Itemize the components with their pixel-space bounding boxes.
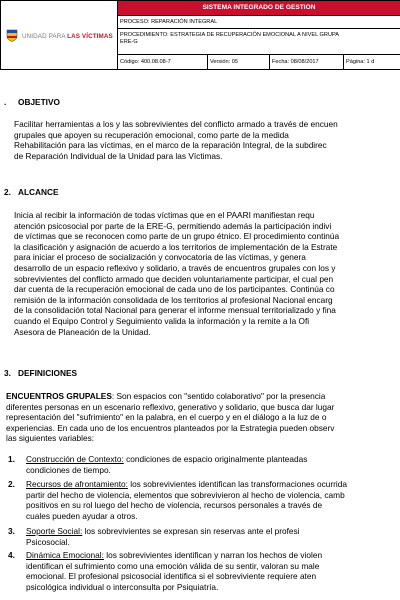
fecha-cell: Fecha: 08/08/2017 [270, 55, 344, 70]
item-term: Recursos de afrontamiento: [26, 479, 128, 489]
item-number: 3. [8, 526, 15, 536]
section-objetivo [0, 97, 400, 108]
codigo-cell: Código: 400.08.08-7 [118, 55, 208, 70]
pagina-cell: Página: 1 d [344, 55, 400, 70]
term-encuentros-grupales: ENCUENTROS GRUPALES [6, 391, 112, 401]
item-body [26, 479, 396, 521]
text-line: Facilitar herramientas a los y las sobrevivientes del conflicto armado a través de encuen [14, 119, 338, 129]
text-line [26, 526, 396, 537]
text-line: cuando el Equipo Control y Seguimiento valida la información y la remite a la Ofi [14, 315, 310, 326]
system-title: SISTEMA INTEGRADO DE GESTION [118, 1, 400, 16]
document-header [0, 0, 400, 70]
item-body [26, 550, 396, 592]
item-body [26, 526, 396, 547]
text-line: sobrevivientes del conflicto armado que deciden voluntariamente participar, el cual pen [14, 273, 334, 284]
text-line: condiciones de tiempo. [26, 464, 111, 475]
proceso-cell: PROCESO: REPARACIÓN INTEGRAL [118, 15, 400, 28]
item-body [26, 454, 396, 475]
text-line: Rehabilitación para las víctimas, en el marco de la reparación Integral, de la subdirec [14, 140, 327, 151]
text-line: Psicosocial. [26, 536, 70, 547]
section-title: OBJETIVO [18, 97, 60, 107]
section-heading-alcance [0, 187, 400, 198]
text-line: dar cuenta de la recuperación emocional de cada uno de los participantes. Continúa co [14, 284, 335, 295]
text-line: las siguientes variables: [6, 433, 95, 444]
logo-cell [0, 0, 118, 70]
section-definiciones [0, 368, 400, 379]
section-number: . [4, 97, 7, 107]
item-term: Soporte Social: [26, 526, 83, 536]
text-fragment: : Son espacios con "sentido colaborativo" por la presencia [111, 391, 326, 401]
item-number: 4. [8, 550, 15, 560]
text-fragment: condiciones de espacio originalmente planteadas [123, 454, 308, 464]
text-line: Inicia al recibir la información de todas víctimas que en el PAARI manifiestan requ [14, 210, 315, 220]
text-line: psicológica individual o interconsulta por Psiquiatría. [26, 581, 219, 592]
logo-text-unidad: UNIDAD PARA [22, 33, 68, 40]
text-line: de Reparación Individual de la Unidad para las Víctimas. [14, 150, 223, 161]
section-heading-objetivo [0, 97, 400, 108]
text-fragment: los sobrevivientes se expresan sin reservas ante el profesi [82, 526, 300, 536]
procedimiento-cell [118, 28, 400, 55]
section-alcance [0, 187, 400, 198]
text-line: remisión de la información consolidada de los territorios al profesional Nacional encarg [14, 294, 333, 305]
text-fragment: los sobrevivientes identifican y narran los hechos de violen [103, 550, 323, 560]
section-title: DEFINICIONES [18, 368, 78, 378]
text-line: de la consolidación total Nacional para generar el informe mensual territorializado y fina [14, 305, 336, 316]
text-line: de víctimas que se reconocen como parte de un grupo étnico. El procedimiento continúa [14, 231, 340, 242]
text-line: atención psicosocial por parte de la ERE-G, permitiendo además la participación indivi [14, 220, 332, 231]
alcance-paragraph [14, 210, 400, 337]
text-line: identifican el sufrimiento como una emoción válida de su sentir, valoran su male [26, 560, 320, 571]
procedimiento-line-1: PROCEDIMIENTO: ESTRATEGIA DE RECUPERACIÓN EMOCIONAL A NIVEL GRUPA [120, 31, 340, 38]
text-line: positivos en su rol luego del hecho de violencia, recursos personales a través de [26, 500, 323, 511]
text-line: grupales que apoyen su recuperación emocional, como parte de la medida [14, 129, 289, 140]
text-line: desarrollo de un espacio reflexivo y solidario, a través de encuentros grupales con los y [14, 262, 336, 273]
text-line: la clasificación y asignación de acuerdo a los territorios de implementación de la Estrate [14, 241, 338, 252]
text-line [26, 454, 396, 465]
text-line [26, 479, 396, 490]
header-table [117, 0, 400, 70]
logo-text [22, 33, 113, 40]
item-term: Construcción de Contexto: [26, 454, 124, 464]
definiciones-intro [6, 391, 400, 444]
text-line: representación del "sufrimiento" en la palabra, en el cuerpo y en el diálogo a la luz de o [6, 412, 327, 423]
objetivo-paragraph [14, 119, 400, 161]
colombia-coat-of-arms-icon [6, 28, 18, 42]
text-line: diferentes personas en un escenario reflexivo, generativo y solidario, que busca dar lugar [6, 401, 335, 412]
procedimiento-line-2: ERE-G [120, 38, 138, 45]
section-title: ALCANCE [18, 187, 59, 197]
version-cell: Versión: 05 [208, 55, 270, 70]
item-number: 2. [8, 479, 15, 489]
section-number: 2. [4, 187, 11, 197]
document-body [0, 70, 400, 600]
section-number: 3. [4, 368, 11, 378]
item-term: Dinámica Emocional: [26, 550, 104, 560]
text-line [26, 550, 396, 561]
text-line: cuales pueden ayudar a otros. [26, 510, 138, 521]
text-line: emocional. El profesional psicosocial identifica si el sobreviviente requiere aten [26, 571, 317, 582]
item-number: 1. [8, 454, 15, 464]
text-line: Asesora de Planeación de la Unidad. [14, 326, 151, 337]
text-fragment: los sobrevivientes identifican las transformaciones ocurrida [127, 479, 347, 489]
section-heading-definiciones [0, 368, 400, 379]
text-line: experiencias. En cada uno de los encuentros planteados por la Estrategia pueden observ [6, 422, 335, 433]
text-line [6, 391, 400, 402]
text-line: para iniciar el proceso de socialización y convocatoria de las víctimas, y genera [14, 252, 306, 263]
logo-text-victimas: LAS VÍCTIMAS [67, 33, 113, 40]
text-line: partir del hecho de violencia, elementos que sobrevivieron al hecho de violencia, camb [26, 489, 345, 500]
